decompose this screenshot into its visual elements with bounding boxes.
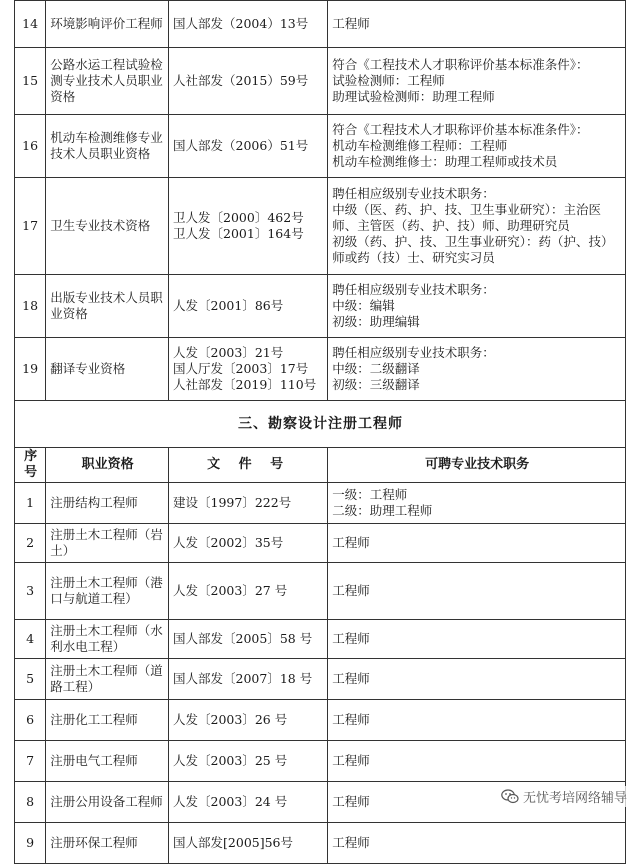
document-number: 人发〔2003〕25 号	[173, 753, 288, 768]
duty-line: 机动车检测维修士：助理工程师或技术员	[332, 154, 558, 169]
document-number: 人发〔2002〕35号	[173, 535, 284, 550]
duties-cell	[328, 48, 626, 115]
document-cell	[169, 524, 328, 563]
watermark	[498, 786, 630, 807]
duty-line: 工程师	[332, 794, 370, 809]
duties-cell	[328, 741, 626, 782]
qualification-cell: 注册土木工程师（岩土）	[46, 524, 169, 563]
row-number: 18	[15, 275, 46, 338]
row-number: 2	[15, 524, 46, 563]
table-row	[15, 178, 626, 275]
part1-body	[15, 1, 626, 401]
document-cell	[169, 178, 328, 275]
document-number: 人社部发〔2019〕110号	[173, 377, 317, 392]
document-number: 国人部发[2005]56号	[173, 835, 294, 850]
duties-cell	[328, 178, 626, 275]
duty-line: 初级：助理编辑	[332, 314, 420, 329]
duty-line: 工程师	[332, 631, 370, 646]
document-number: 国人部发（2004）13号	[173, 16, 309, 31]
row-number: 9	[15, 823, 46, 864]
row-number: 6	[15, 700, 46, 741]
duty-line: 符合《工程技术人才职称评价基本标准条件》：	[332, 57, 589, 72]
duty-line: 机动车检测维修工程师：工程师	[332, 138, 508, 153]
qualification-cell: 注册化工工程师	[46, 700, 169, 741]
duty-line: 中级（医、药、护、技、卫生事业研究）：主治医师、主管医（药、护、技）师、助理研究员	[332, 202, 602, 233]
qualification-cell: 注册环保工程师	[46, 823, 169, 864]
qualification-cell: 注册土木工程师（水利水电工程）	[46, 620, 169, 659]
duties-cell	[328, 483, 626, 524]
row-number: 19	[15, 338, 46, 401]
header-qualification: 职业资格	[46, 448, 169, 483]
table-row	[15, 563, 626, 620]
table-row	[15, 524, 626, 563]
duty-line: 二级：助理工程师	[332, 503, 433, 518]
qualification-cell: 公路水运工程试验检测专业技术人员职业资格	[46, 48, 169, 115]
document-cell	[169, 782, 328, 823]
document-number: 人社部发（2015）59号	[173, 73, 309, 88]
qualification-cell: 注册土木工程师（港口与航道工程）	[46, 563, 169, 620]
section-title-row	[15, 401, 626, 448]
document-number: 国人部发〔2007〕18 号	[173, 671, 313, 686]
duty-line: 助理试验检测师：助理工程师	[332, 89, 495, 104]
duty-line: 试验检测师：工程师	[332, 73, 445, 88]
table-row	[15, 275, 626, 338]
document-number: 建设〔1997〕222号	[173, 495, 292, 510]
document-cell	[169, 275, 328, 338]
duty-line: 符合《工程技术人才职称评价基本标准条件》：	[332, 122, 589, 137]
section-title: 三、勘察设计注册工程师	[15, 401, 626, 448]
qualification-cell: 注册结构工程师	[46, 483, 169, 524]
document-cell	[169, 563, 328, 620]
duty-line: 工程师	[332, 16, 370, 31]
document-cell	[169, 115, 328, 178]
duties-cell	[328, 115, 626, 178]
row-number: 8	[15, 782, 46, 823]
duty-line: 工程师	[332, 671, 370, 686]
document-number: 国人部发〔2005〕58 号	[173, 631, 313, 646]
duty-line: 聘任相应级别专业技术职务：	[332, 345, 495, 360]
document-cell	[169, 620, 328, 659]
document-number: 卫人发〔2000〕462号	[173, 210, 304, 225]
duty-line: 一级：工程师	[332, 487, 408, 502]
table-row	[15, 659, 626, 700]
document-cell	[169, 659, 328, 700]
qualification-table	[14, 0, 626, 864]
duty-line: 中级：二级翻译	[332, 361, 420, 376]
document-cell	[169, 823, 328, 864]
document-number: 人发〔2001〕86号	[173, 298, 284, 313]
row-number: 3	[15, 563, 46, 620]
duties-cell	[328, 524, 626, 563]
qualification-cell: 机动车检测维修专业技术人员职业资格	[46, 115, 169, 178]
duties-cell	[328, 563, 626, 620]
qualification-cell: 出版专业技术人员职业资格	[46, 275, 169, 338]
duty-line: 聘任相应级别专业技术职务：	[332, 282, 495, 297]
row-number: 16	[15, 115, 46, 178]
row-number: 17	[15, 178, 46, 275]
duty-line: 工程师	[332, 535, 370, 550]
duties-cell	[328, 659, 626, 700]
document-cell	[169, 1, 328, 48]
document-number: 国人厅发〔2003〕17号	[173, 361, 309, 376]
document-cell	[169, 700, 328, 741]
duties-cell	[328, 338, 626, 401]
table-row	[15, 741, 626, 782]
row-number: 14	[15, 1, 46, 48]
table-row	[15, 1, 626, 48]
document-number: 人发〔2003〕27 号	[173, 583, 288, 598]
row-number: 4	[15, 620, 46, 659]
qualification-cell: 翻译专业资格	[46, 338, 169, 401]
qualification-cell: 注册土木工程师（道路工程）	[46, 659, 169, 700]
duties-cell	[328, 700, 626, 741]
table-row	[15, 700, 626, 741]
row-number: 7	[15, 741, 46, 782]
duties-cell	[328, 275, 626, 338]
header-document: 文 件 号	[169, 448, 328, 483]
row-number: 5	[15, 659, 46, 700]
document-cell	[169, 741, 328, 782]
document-number: 人发〔2003〕26 号	[173, 712, 288, 727]
watermark-text: 无忧考培网络辅导	[522, 791, 627, 806]
document-number: 人发〔2003〕21号	[173, 345, 284, 360]
table-row	[15, 338, 626, 401]
table-row	[15, 115, 626, 178]
row-number: 15	[15, 48, 46, 115]
duty-line: 初级：三级翻译	[332, 377, 420, 392]
document-cell	[169, 338, 328, 401]
duty-line: 工程师	[332, 753, 370, 768]
duty-line: 初级（药、护、技、卫生事业研究）：药（护、技）师或药（技）士、研究实习员	[332, 234, 614, 265]
duty-line: 工程师	[332, 835, 370, 850]
document-cell	[169, 48, 328, 115]
duties-cell	[328, 1, 626, 48]
duty-line: 中级：编辑	[332, 298, 395, 313]
duty-line: 工程师	[332, 712, 370, 727]
qualification-cell: 注册公用设备工程师	[46, 782, 169, 823]
header-row	[15, 448, 626, 483]
qualification-cell: 环境影响评价工程师	[46, 1, 169, 48]
wechat-icon	[501, 789, 519, 804]
document-number: 国人部发（2006）51号	[173, 138, 309, 153]
header-num: 序号	[15, 448, 46, 483]
table-row	[15, 483, 626, 524]
header-duties: 可聘专业技术职务	[328, 448, 626, 483]
document-cell	[169, 483, 328, 524]
qualification-cell: 卫生专业技术资格	[46, 178, 169, 275]
row-number: 1	[15, 483, 46, 524]
duty-line: 工程师	[332, 583, 370, 598]
document-number: 人发〔2003〕24 号	[173, 794, 288, 809]
table-row	[15, 620, 626, 659]
duties-cell	[328, 823, 626, 864]
qualification-cell: 注册电气工程师	[46, 741, 169, 782]
table-row	[15, 48, 626, 115]
duty-line: 聘任相应级别专业技术职务：	[332, 186, 495, 201]
table-row	[15, 823, 626, 864]
duties-cell	[328, 620, 626, 659]
document-number: 卫人发〔2001〕164号	[173, 226, 304, 241]
